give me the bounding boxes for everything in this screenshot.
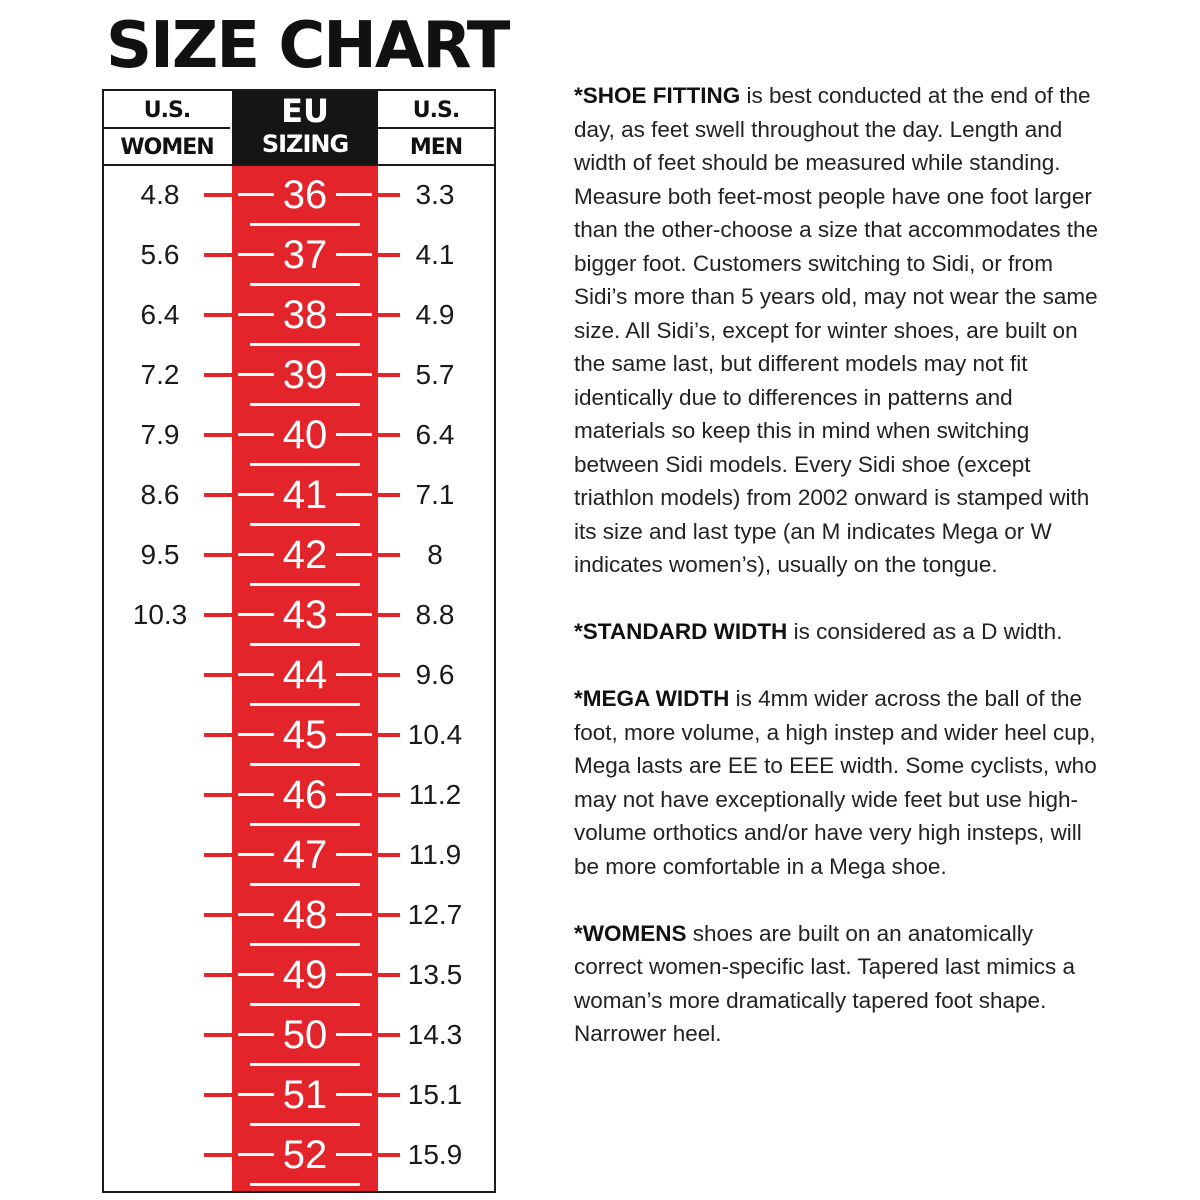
- left-tick-mark: [204, 1033, 232, 1037]
- eu-size: 42: [282, 533, 328, 577]
- eu-left-line: [238, 793, 274, 796]
- us-men-size: 15.1: [407, 1079, 463, 1110]
- eu-left-line: [238, 613, 274, 616]
- note-standard-width: [574, 615, 1104, 649]
- right-tick-mark: [378, 973, 400, 977]
- eu-right-line: [336, 1033, 372, 1036]
- left-tick-mark: [204, 253, 232, 257]
- eu-right-line: [336, 973, 372, 976]
- eu-size: 43: [282, 593, 328, 637]
- us-women-size: 10.3: [132, 599, 188, 630]
- eu-size: 48: [282, 893, 328, 937]
- eu-size: 50: [282, 1013, 328, 1057]
- eu-right-line: [336, 313, 372, 316]
- size-row: [104, 645, 494, 705]
- eu-left-line: [238, 913, 274, 916]
- eu-right-line: [336, 673, 372, 676]
- note-mega-width-body: is 4mm wider across the ball of the foot, more volume, a high instep and wider heel cup, Mega lasts are EE to EEE width. Some cyclists, who may not have exceptionally wide feet but use high-volume orthotics and/or have very high insteps, will be more comfortable in a Mega shoe.: [574, 686, 1097, 879]
- left-tick-mark: [204, 193, 232, 197]
- size-row: [104, 705, 494, 765]
- right-tick-mark: [378, 373, 400, 377]
- size-row: [104, 525, 494, 585]
- note-standard-width-heading: *STANDARD WIDTH: [574, 619, 788, 644]
- eu-size: 47: [282, 833, 328, 877]
- right-tick-mark: [378, 673, 400, 677]
- eu-right-line: [336, 853, 372, 856]
- left-tick-mark: [204, 1093, 232, 1097]
- right-tick-mark: [378, 493, 400, 497]
- left-tick-mark: [204, 613, 232, 617]
- us-women-header: [104, 91, 230, 165]
- size-row: [104, 825, 494, 885]
- left-tick-mark: [204, 973, 232, 977]
- right-tick-mark: [378, 913, 400, 917]
- note-womens-heading: *WOMENS: [574, 920, 687, 946]
- eu-left-line: [238, 493, 274, 496]
- eu-right-line: [336, 553, 372, 556]
- eu-right-line: [336, 493, 372, 496]
- right-tick-mark: [378, 793, 400, 797]
- eu-size: 38: [282, 293, 328, 337]
- left-tick-mark: [204, 373, 232, 377]
- eu-left-line: [238, 973, 274, 976]
- right-tick-mark: [378, 313, 400, 317]
- eu-left-line: [238, 1153, 274, 1156]
- eu-right-line: [336, 613, 372, 616]
- left-tick-mark: [204, 433, 232, 437]
- eu-right-line: [336, 253, 372, 256]
- size-row: [104, 765, 494, 825]
- left-tick-mark: [204, 1153, 232, 1157]
- size-row: [104, 1125, 494, 1185]
- left-tick-mark: [204, 793, 232, 797]
- note-mega-width-heading: *MEGA WIDTH: [574, 686, 730, 711]
- eu-left-line: [238, 313, 274, 316]
- eu-size: 41: [282, 473, 328, 517]
- us-men-size: 8.8: [415, 599, 455, 630]
- eu-size: 36: [282, 173, 328, 217]
- note-shoe-fitting-body: is best conducted at the end of the day, as feet swell throughout the day. Length and width of feet should be measured while standing. Measure both feet-most people have one foot larger than the other-choose a size that accommodates the bigger foot. Customers switching to Sidi, or from Sidi’s more than 5 years old, may not wear the same size. All Sidi’s, except for winter shoes, are built on the same last, but different models may not fit identically due to differences in patterns and materials so keep this in mind when switching between Sidi models. Every Sidi shoe (except triathlon models) from 2002 onward is stamped with its size and last type (an M indicates Mega or W indicates women’s), usually on the tongue.: [574, 83, 1099, 577]
- us-women-size: 6.4: [140, 299, 180, 330]
- eu-header-line1: EU: [281, 92, 329, 130]
- note-mega-width: [574, 682, 1104, 883]
- us-men-size: 3.3: [415, 179, 455, 210]
- eu-left-line: [238, 433, 274, 436]
- us-men-size: 13.5: [407, 959, 463, 990]
- eu-size: 49: [282, 953, 328, 997]
- eu-right-line: [336, 913, 372, 916]
- note-shoe-fitting-heading: *SHOE FITTING: [574, 83, 741, 108]
- eu-size: 37: [282, 233, 328, 277]
- us-women-size: 4.8: [140, 179, 180, 210]
- eu-right-line: [336, 433, 372, 436]
- us-women-size: 7.9: [140, 419, 180, 450]
- size-row: [104, 465, 494, 525]
- eu-left-line: [238, 253, 274, 256]
- left-tick-mark: [204, 673, 232, 677]
- us-women-header-line1: U.S.: [104, 91, 230, 129]
- note-womens: [574, 917, 1104, 1051]
- eu-left-line: [238, 853, 274, 856]
- eu-right-line: [336, 793, 372, 796]
- left-tick-mark: [204, 913, 232, 917]
- fitting-notes: [574, 79, 1104, 1084]
- right-tick-mark: [378, 1033, 400, 1037]
- us-women-header-line2: WOMEN: [120, 135, 214, 160]
- eu-size: 51: [282, 1073, 328, 1117]
- size-row: [104, 285, 494, 345]
- us-men-size: 5.7: [415, 359, 455, 390]
- us-men-size: 4.9: [415, 299, 455, 330]
- eu-row-separator: [250, 1183, 360, 1186]
- left-tick-mark: [204, 313, 232, 317]
- note-shoe-fitting: [574, 79, 1104, 582]
- right-tick-mark: [378, 193, 400, 197]
- size-row: [104, 885, 494, 945]
- eu-size: 52: [282, 1133, 328, 1177]
- us-women-size: 8.6: [140, 479, 180, 510]
- size-row: [104, 945, 494, 1005]
- us-men-size: 11.2: [408, 779, 462, 810]
- us-men-size: 8: [427, 539, 443, 570]
- eu-left-line: [238, 193, 274, 196]
- eu-size: 39: [282, 353, 328, 397]
- right-tick-mark: [378, 553, 400, 557]
- eu-size: 46: [282, 773, 328, 817]
- eu-header-line2: SIZING: [261, 130, 349, 158]
- us-men-size: 4.1: [415, 239, 455, 270]
- eu-left-line: [238, 733, 274, 736]
- eu-size: 45: [282, 713, 328, 757]
- us-men-size: 11.9: [408, 839, 462, 870]
- eu-right-line: [336, 733, 372, 736]
- us-men-size: 15.9: [407, 1139, 463, 1170]
- eu-right-line: [336, 1093, 372, 1096]
- note-standard-width-body: is considered as a D width.: [787, 619, 1063, 644]
- eu-sizing-header: [232, 91, 378, 165]
- us-men-size: 12.7: [407, 899, 463, 930]
- right-tick-mark: [378, 733, 400, 737]
- eu-left-line: [238, 673, 274, 676]
- right-tick-mark: [378, 1153, 400, 1157]
- us-men-size: 6.4: [415, 419, 455, 450]
- right-tick-mark: [378, 613, 400, 617]
- size-row: [104, 345, 494, 405]
- right-tick-mark: [378, 853, 400, 857]
- left-tick-mark: [204, 853, 232, 857]
- left-tick-mark: [204, 493, 232, 497]
- left-tick-mark: [204, 733, 232, 737]
- us-men-header-line1: U.S.: [378, 91, 494, 129]
- us-men-size: 7.1: [415, 479, 455, 510]
- us-women-size: 7.2: [140, 359, 180, 390]
- us-men-header: [378, 91, 494, 165]
- right-tick-mark: [378, 433, 400, 437]
- size-row: [104, 405, 494, 465]
- eu-size: 40: [282, 413, 328, 457]
- size-rows: [104, 165, 494, 1185]
- size-row: [104, 1005, 494, 1065]
- eu-right-line: [336, 1153, 372, 1156]
- eu-left-line: [238, 553, 274, 556]
- right-tick-mark: [378, 1093, 400, 1097]
- size-row: [104, 585, 494, 645]
- note-womens-body: shoes are built on an anatomically correct women-specific last. Tapered last mimics a woman’s more dramatically tapered foot shape. Narrower heel.: [574, 920, 1075, 1046]
- us-men-size: 9.6: [415, 659, 455, 690]
- eu-right-line: [336, 373, 372, 376]
- eu-left-line: [238, 373, 274, 376]
- size-row: [104, 1065, 494, 1125]
- page-title: SIZE CHART: [106, 9, 509, 83]
- eu-right-line: [336, 193, 372, 196]
- size-row: [104, 225, 494, 285]
- us-women-size: 9.5: [140, 539, 180, 570]
- eu-left-line: [238, 1033, 274, 1036]
- size-row: [104, 165, 494, 225]
- eu-size: 44: [282, 653, 328, 697]
- left-tick-mark: [204, 553, 232, 557]
- right-tick-mark: [378, 253, 400, 257]
- us-men-size: 14.3: [407, 1019, 463, 1050]
- us-men-header-line2: MEN: [409, 135, 463, 160]
- size-chart-table: [102, 89, 496, 1193]
- eu-left-line: [238, 1093, 274, 1096]
- us-men-size: 10.4: [407, 719, 463, 750]
- us-women-size: 5.6: [140, 239, 180, 270]
